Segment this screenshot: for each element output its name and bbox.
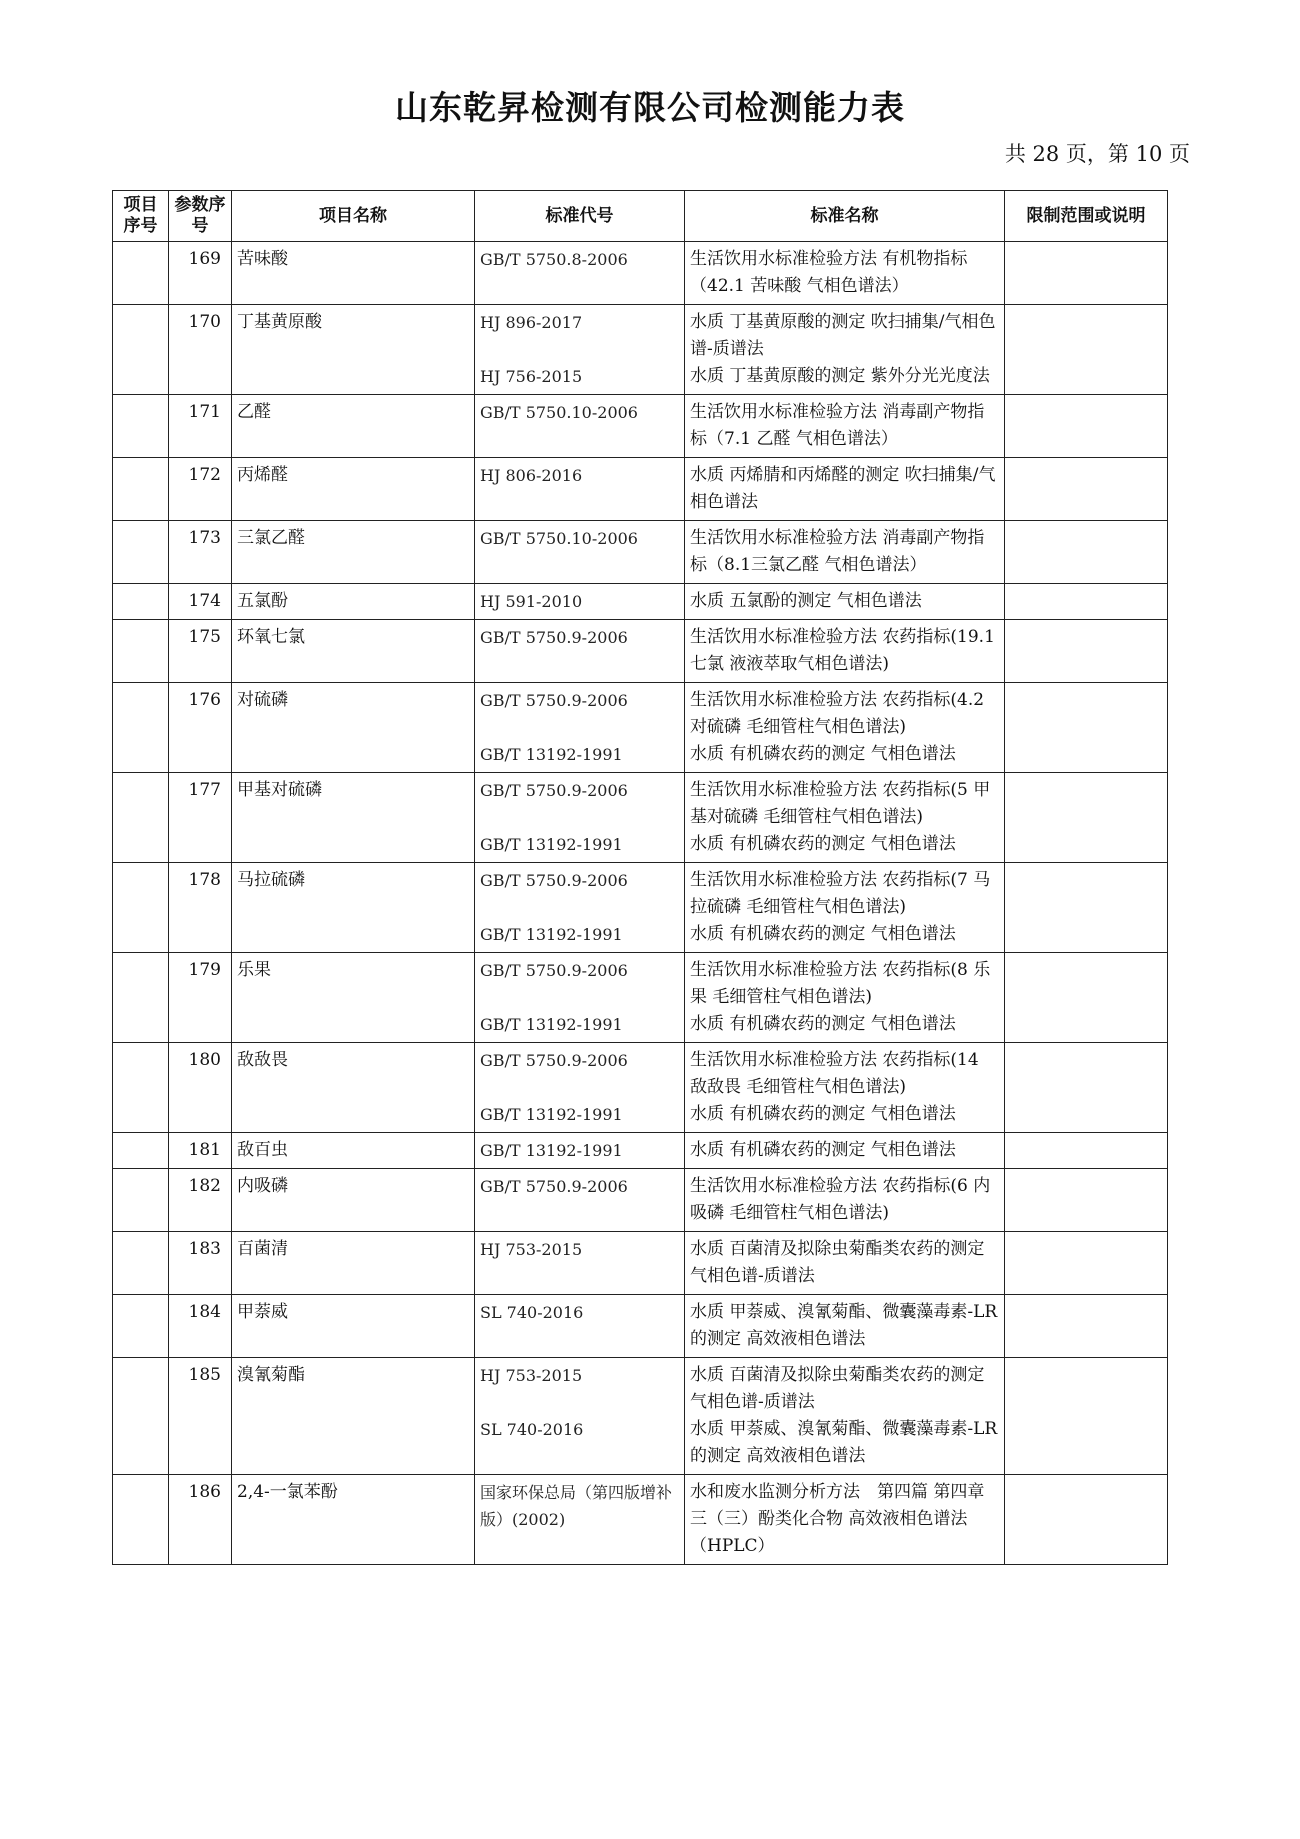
std-code: HJ 591-2010 xyxy=(480,592,583,611)
limit-cell xyxy=(1005,1133,1168,1169)
item-seq-cell xyxy=(113,1133,169,1169)
std-name: 水质 有机磷农药的测定 气相色谱法 xyxy=(690,1140,956,1160)
param-seq-cell: 183 xyxy=(169,1232,232,1295)
limit-cell xyxy=(1005,683,1168,773)
header-std-name: 标准名称 xyxy=(685,191,1005,242)
item-seq-cell xyxy=(113,584,169,620)
param-seq-cell: 182 xyxy=(169,1169,232,1232)
std-name: 生活饮用水标准检验方法 有机物指标（42.1 苦味酸 气相色谱法） xyxy=(690,249,968,296)
std-code: GB/T 5750.9-2006 xyxy=(480,871,628,890)
std-code-cell xyxy=(475,620,685,683)
std-name: 水质 五氯酚的测定 气相色谱法 xyxy=(690,591,922,611)
table-row xyxy=(113,1295,1168,1358)
std-name-cell xyxy=(685,1358,1005,1475)
std-code: HJ 753-2015 xyxy=(480,1240,583,1259)
table-row xyxy=(113,1358,1168,1475)
std-name-cell xyxy=(685,305,1005,395)
limit-cell xyxy=(1005,1169,1168,1232)
std-name: 水质 有机磷农药的测定 气相色谱法 xyxy=(690,1104,956,1124)
std-name: 生活饮用水标准检验方法 消毒副产物指标（7.1 乙醛 气相色谱法） xyxy=(690,402,985,449)
limit-cell xyxy=(1005,1232,1168,1295)
item-seq-cell xyxy=(113,1232,169,1295)
std-name-cell xyxy=(685,1475,1005,1565)
item-seq-cell xyxy=(113,242,169,305)
std-code: HJ 753-2015 xyxy=(480,1366,583,1385)
std-code: HJ 896-2017 xyxy=(480,313,583,332)
std-name-cell xyxy=(685,242,1005,305)
table-row xyxy=(113,1133,1168,1169)
item-seq-cell xyxy=(113,458,169,521)
std-code-cell xyxy=(475,395,685,458)
item-name-cell: 溴氰菊酯 xyxy=(232,1358,475,1475)
std-name: 生活饮用水标准检验方法 农药指标(5 甲基对硫磷 毛细管柱气相色谱法) xyxy=(690,780,991,827)
limit-cell xyxy=(1005,1043,1168,1133)
limit-cell xyxy=(1005,458,1168,521)
table-row xyxy=(113,1475,1168,1565)
header-limit: 限制范围或说明 xyxy=(1005,191,1168,242)
std-code-cell xyxy=(475,773,685,863)
param-seq-cell: 180 xyxy=(169,1043,232,1133)
param-seq-cell: 176 xyxy=(169,683,232,773)
table-body xyxy=(113,242,1168,1565)
item-seq-cell xyxy=(113,1169,169,1232)
limit-cell xyxy=(1005,1295,1168,1358)
std-code: HJ 806-2016 xyxy=(480,466,583,485)
std-code-cell xyxy=(475,521,685,584)
std-code: GB/T 5750.9-2006 xyxy=(480,1177,628,1196)
item-seq-cell xyxy=(113,1295,169,1358)
param-seq-cell: 171 xyxy=(169,395,232,458)
std-name-cell xyxy=(685,1043,1005,1133)
item-name-cell: 乐果 xyxy=(232,953,475,1043)
std-name: 水质 丁基黄原酸的测定 紫外分光光度法 xyxy=(690,366,990,386)
param-seq-cell: 186 xyxy=(169,1475,232,1565)
std-code-cell xyxy=(475,1133,685,1169)
std-code-cell xyxy=(475,1358,685,1475)
table-row xyxy=(113,521,1168,584)
std-name: 水质 丙烯腈和丙烯醛的测定 吹扫捕集/气相色谱法 xyxy=(690,465,996,512)
std-code: GB/T 13192-1991 xyxy=(480,1141,623,1160)
param-seq-cell: 170 xyxy=(169,305,232,395)
item-seq-cell xyxy=(113,1043,169,1133)
std-name-cell xyxy=(685,953,1005,1043)
std-name-cell xyxy=(685,620,1005,683)
std-name: 水质 丁基黄原酸的测定 吹扫捕集/气相色谱-质谱法 xyxy=(690,312,996,359)
item-name-cell: 乙醛 xyxy=(232,395,475,458)
limit-cell xyxy=(1005,1358,1168,1475)
item-seq-cell xyxy=(113,521,169,584)
std-name-cell xyxy=(685,863,1005,953)
std-name: 生活饮用水标准检验方法 农药指标(6 内吸磷 毛细管柱气相色谱法) xyxy=(690,1176,991,1223)
std-code: GB/T 5750.9-2006 xyxy=(480,691,628,710)
item-seq-cell xyxy=(113,1475,169,1565)
table-row xyxy=(113,1169,1168,1232)
item-name-cell: 苦味酸 xyxy=(232,242,475,305)
param-seq-cell: 175 xyxy=(169,620,232,683)
std-name-cell xyxy=(685,1133,1005,1169)
std-code: GB/T 5750.8-2006 xyxy=(480,250,628,269)
std-name: 水质 百菌清及拟除虫菊酯类农药的测定 气相色谱-质谱法 xyxy=(690,1239,985,1286)
std-code: GB/T 5750.9-2006 xyxy=(480,628,628,647)
std-name-cell xyxy=(685,1232,1005,1295)
std-code-cell xyxy=(475,863,685,953)
limit-cell xyxy=(1005,620,1168,683)
table-row xyxy=(113,863,1168,953)
std-code: GB/T 13192-1991 xyxy=(480,1105,623,1124)
std-code-cell xyxy=(475,683,685,773)
item-name-cell: 丙烯醛 xyxy=(232,458,475,521)
std-code-cell xyxy=(475,1475,685,1565)
table-row xyxy=(113,584,1168,620)
item-seq-cell xyxy=(113,953,169,1043)
limit-cell xyxy=(1005,521,1168,584)
std-code: GB/T 13192-1991 xyxy=(480,925,623,944)
std-code-cell xyxy=(475,305,685,395)
header-param-seq: 参数序号 xyxy=(169,191,232,242)
std-code: 国家环保总局（第四版增补版）(2002) xyxy=(480,1483,673,1529)
item-seq-cell xyxy=(113,395,169,458)
item-name-cell: 百菌清 xyxy=(232,1232,475,1295)
table-row xyxy=(113,773,1168,863)
std-code-cell xyxy=(475,1295,685,1358)
std-name: 水质 甲萘威、溴氰菊酯、微囊藻毒素-LR的测定 高效液相色谱法 xyxy=(690,1302,998,1349)
item-name-cell: 环氧七氯 xyxy=(232,620,475,683)
item-name-cell: 甲萘威 xyxy=(232,1295,475,1358)
header-item-seq: 项目序号 xyxy=(113,191,169,242)
limit-cell xyxy=(1005,584,1168,620)
param-seq-cell: 185 xyxy=(169,1358,232,1475)
table-row xyxy=(113,953,1168,1043)
std-code: GB/T 13192-1991 xyxy=(480,1015,623,1034)
param-seq-cell: 181 xyxy=(169,1133,232,1169)
std-code: GB/T 5750.9-2006 xyxy=(480,781,628,800)
std-code-cell xyxy=(475,584,685,620)
std-code: SL 740-2016 xyxy=(480,1420,584,1439)
std-code: SL 740-2016 xyxy=(480,1303,584,1322)
table-row xyxy=(113,1043,1168,1133)
std-name: 生活饮用水标准检验方法 农药指标(19.1 七氯 液液萃取气相色谱法) xyxy=(690,627,995,674)
item-seq-cell xyxy=(113,863,169,953)
std-code: HJ 756-2015 xyxy=(480,367,583,386)
header-std-code: 标准代号 xyxy=(475,191,685,242)
param-seq-cell: 178 xyxy=(169,863,232,953)
std-name: 水质 有机磷农药的测定 气相色谱法 xyxy=(690,1014,956,1034)
std-name-cell xyxy=(685,1295,1005,1358)
table-row xyxy=(113,458,1168,521)
param-seq-cell: 169 xyxy=(169,242,232,305)
table-header-row xyxy=(113,191,1168,242)
param-seq-cell: 174 xyxy=(169,584,232,620)
param-seq-cell: 173 xyxy=(169,521,232,584)
std-code-cell xyxy=(475,953,685,1043)
param-seq-cell: 177 xyxy=(169,773,232,863)
std-code: GB/T 13192-1991 xyxy=(480,745,623,764)
page-info: 共 28 页，第 10 页 xyxy=(1004,142,1190,166)
limit-cell xyxy=(1005,953,1168,1043)
item-name-cell: 丁基黄原酸 xyxy=(232,305,475,395)
std-name: 水质 有机磷农药的测定 气相色谱法 xyxy=(690,924,956,944)
item-seq-cell xyxy=(113,1358,169,1475)
item-name-cell: 五氯酚 xyxy=(232,584,475,620)
table-row xyxy=(113,1232,1168,1295)
param-seq-cell: 179 xyxy=(169,953,232,1043)
std-code: GB/T 5750.9-2006 xyxy=(480,1051,628,1070)
std-name: 生活饮用水标准检验方法 农药指标(4.2对硫磷 毛细管柱气相色谱法) xyxy=(690,690,985,737)
std-code-cell xyxy=(475,1169,685,1232)
std-code-cell xyxy=(475,1043,685,1133)
limit-cell xyxy=(1005,305,1168,395)
item-seq-cell xyxy=(113,683,169,773)
std-name-cell xyxy=(685,773,1005,863)
document-title: 山东乾昇检测有限公司检测能力表 xyxy=(395,88,905,127)
item-name-cell: 马拉硫磷 xyxy=(232,863,475,953)
limit-cell xyxy=(1005,395,1168,458)
std-name: 生活饮用水标准检验方法 农药指标(7 马拉硫磷 毛细管柱气相色谱法) xyxy=(690,870,991,917)
item-name-cell: 三氯乙醛 xyxy=(232,521,475,584)
std-name-cell xyxy=(685,521,1005,584)
limit-cell xyxy=(1005,773,1168,863)
std-code: GB/T 5750.9-2006 xyxy=(480,961,628,980)
std-code-cell xyxy=(475,458,685,521)
limit-cell xyxy=(1005,863,1168,953)
std-code: GB/T 5750.10-2006 xyxy=(480,529,638,548)
std-name: 水和废水监测分析方法 第四篇 第四章 三（三）酚类化合物 高效液相色谱法（HPLC） xyxy=(690,1482,985,1556)
item-name-cell: 2,4-一氯苯酚 xyxy=(232,1475,475,1565)
param-seq-cell: 184 xyxy=(169,1295,232,1358)
param-seq-cell: 172 xyxy=(169,458,232,521)
table-row xyxy=(113,395,1168,458)
std-name: 水质 甲萘威、溴氰菊酯、微囊藻毒素-LR的测定 高效液相色谱法 xyxy=(690,1419,998,1466)
item-name-cell: 甲基对硫磷 xyxy=(232,773,475,863)
std-name: 生活饮用水标准检验方法 农药指标(8 乐果 毛细管柱气相色谱法) xyxy=(690,960,991,1007)
header-item-name: 项目名称 xyxy=(232,191,475,242)
std-code: GB/T 13192-1991 xyxy=(480,835,623,854)
std-code-cell xyxy=(475,242,685,305)
std-name-cell xyxy=(685,584,1005,620)
std-name: 生活饮用水标准检验方法 消毒副产物指标（8.1三氯乙醛 气相色谱法） xyxy=(690,528,985,575)
item-seq-cell xyxy=(113,620,169,683)
table-row xyxy=(113,305,1168,395)
std-name: 生活饮用水标准检验方法 农药指标(14 敌敌畏 毛细管柱气相色谱法) xyxy=(690,1050,979,1097)
std-name-cell xyxy=(685,395,1005,458)
std-name: 水质 有机磷农药的测定 气相色谱法 xyxy=(690,744,956,764)
table-row xyxy=(113,242,1168,305)
item-seq-cell xyxy=(113,305,169,395)
std-code: GB/T 5750.10-2006 xyxy=(480,403,638,422)
table-row xyxy=(113,620,1168,683)
capability-table xyxy=(112,190,1168,1565)
std-name-cell xyxy=(685,1169,1005,1232)
std-code-cell xyxy=(475,1232,685,1295)
item-name-cell: 对硫磷 xyxy=(232,683,475,773)
item-seq-cell xyxy=(113,773,169,863)
std-name: 水质 百菌清及拟除虫菊酯类农药的测定 气相色谱-质谱法 xyxy=(690,1365,985,1412)
item-name-cell: 内吸磷 xyxy=(232,1169,475,1232)
limit-cell xyxy=(1005,1475,1168,1565)
std-name: 水质 有机磷农药的测定 气相色谱法 xyxy=(690,834,956,854)
std-name-cell xyxy=(685,458,1005,521)
item-name-cell: 敌敌畏 xyxy=(232,1043,475,1133)
std-name-cell xyxy=(685,683,1005,773)
item-name-cell: 敌百虫 xyxy=(232,1133,475,1169)
table-row xyxy=(113,683,1168,773)
limit-cell xyxy=(1005,242,1168,305)
